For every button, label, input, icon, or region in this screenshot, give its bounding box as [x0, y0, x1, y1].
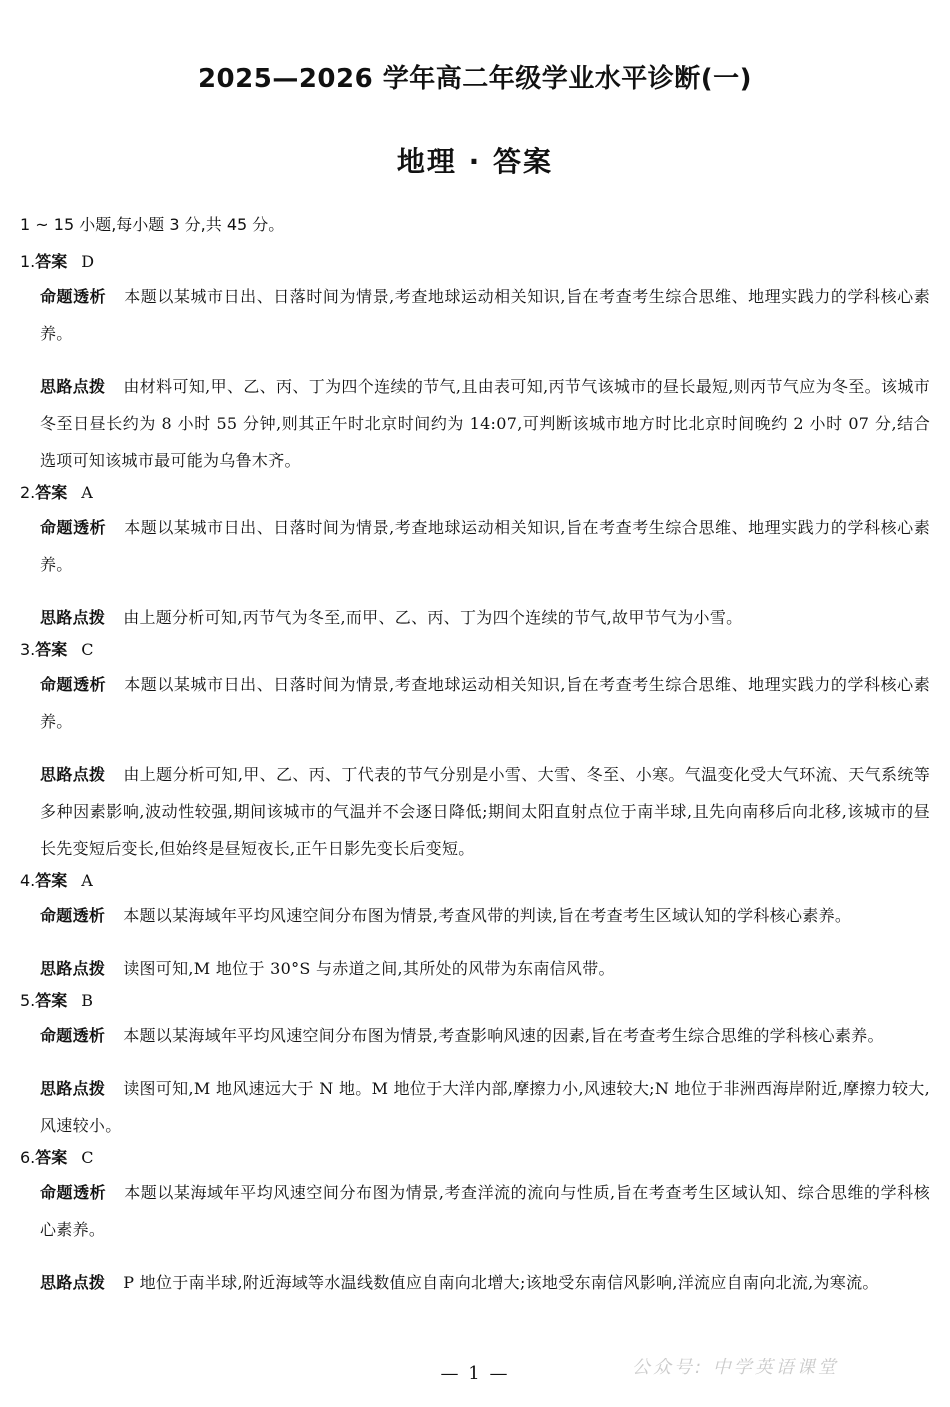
- question-number: 4.: [20, 871, 36, 890]
- answer-letter: D: [81, 252, 95, 271]
- answer-label: 答案: [35, 991, 68, 1010]
- hint-text: P 地位于南半球,附近海域等水温线数值应自南向北增大;该地受东南信风影响,洋流应自南向北流,为寒流。: [123, 1273, 879, 1292]
- question-2-answer: [20, 481, 930, 505]
- answer-letter: B: [81, 991, 94, 1010]
- hint-label: 思路点拨: [40, 1079, 106, 1098]
- question-2-hint: [40, 599, 930, 636]
- question-number: 3.: [20, 640, 36, 659]
- hint-label: 思路点拨: [40, 377, 106, 396]
- hint-text: 读图可知,M 地风速远大于 N 地。M 地位于大洋内部,摩擦力小,风速较大;N 地位于非洲西海岸附近,摩擦力较大,风速较小。: [40, 1079, 930, 1135]
- question-3-answer: [20, 638, 930, 662]
- analysis-text: 本题以某海域年平均风速空间分布图为情景,考查影响风速的因素,旨在考查考生综合思维的学科核心素养。: [123, 1026, 884, 1045]
- question-4-hint: [40, 950, 930, 987]
- answer-label: 答案: [35, 252, 68, 271]
- answer-letter: A: [81, 483, 93, 502]
- page-number: — 1 —: [440, 1363, 510, 1384]
- question-1-analysis: [40, 278, 930, 352]
- answer-letter: C: [81, 640, 94, 659]
- analysis-label: 命题透析: [40, 287, 107, 306]
- question-number: 1.: [20, 252, 36, 271]
- analysis-text: 本题以某海域年平均风速空间分布图为情景,考查洋流的流向与性质,旨在考查考生区域认知、综合思维的学科核心素养。: [40, 1183, 930, 1239]
- question-2-analysis: [40, 509, 930, 583]
- answer-letter: A: [81, 871, 93, 890]
- question-5-analysis: [40, 1017, 930, 1054]
- hint-text: 读图可知,M 地位于 30°S 与赤道之间,其所处的风带为东南信风带。: [123, 959, 615, 978]
- analysis-label: 命题透析: [40, 518, 107, 537]
- question-1-answer: [20, 250, 930, 274]
- answer-label: 答案: [35, 1148, 68, 1167]
- watermark: 公众号: 中学英语课堂: [632, 1357, 839, 1378]
- analysis-label: 命题透析: [40, 1183, 107, 1202]
- question-4-answer: [20, 869, 930, 893]
- question-6-hint: [40, 1264, 930, 1301]
- answer-label: 答案: [35, 483, 68, 502]
- question-number: 6.: [20, 1148, 36, 1167]
- answer-label: 答案: [35, 640, 68, 659]
- page-title: 2025—2026 学年高二年级学业水平诊断(一): [197, 64, 753, 94]
- answer-content: [20, 213, 930, 1301]
- question-6-analysis: [40, 1174, 930, 1248]
- hint-label: 思路点拨: [40, 765, 106, 784]
- question-1-hint: [40, 368, 930, 479]
- page-subtitle: 地理 · 答案: [396, 145, 554, 178]
- hint-text: 由上题分析可知,甲、乙、丙、丁代表的节气分别是小雪、大雪、冬至、小寒。气温变化受大气环流、天气系统等多种因素影响,波动性较强,期间该城市的气温并不会逐日降低;期间太阳直射点位于南半球,且先向南移后向北移,该城市的昼长先变短后变长,但始终是昼短夜长,正午日影先变长后变短。: [40, 765, 930, 858]
- section-intro: 1 ~ 15 小题,每小题 3 分,共 45 分。: [20, 215, 285, 234]
- hint-label: 思路点拨: [40, 959, 106, 978]
- hint-text: 由上题分析可知,丙节气为冬至,而甲、乙、丙、丁为四个连续的节气,故甲节气为小雪。: [123, 608, 743, 627]
- question-3-analysis: [40, 666, 930, 740]
- question-5-hint: [40, 1070, 930, 1144]
- question-4-analysis: [40, 897, 930, 934]
- question-number: 5.: [20, 991, 36, 1010]
- analysis-text: 本题以某城市日出、日落时间为情景,考查地球运动相关知识,旨在考查考生综合思维、地理实践力的学科核心素养。: [40, 287, 930, 343]
- analysis-label: 命题透析: [40, 1026, 106, 1045]
- analysis-text: 本题以某城市日出、日落时间为情景,考查地球运动相关知识,旨在考查考生综合思维、地理实践力的学科核心素养。: [40, 675, 930, 731]
- analysis-label: 命题透析: [40, 906, 106, 925]
- analysis-label: 命题透析: [40, 675, 107, 694]
- answer-letter: C: [81, 1148, 94, 1167]
- answer-label: 答案: [35, 871, 68, 890]
- hint-label: 思路点拨: [40, 608, 106, 627]
- analysis-text: 本题以某城市日出、日落时间为情景,考查地球运动相关知识,旨在考查考生综合思维、地理实践力的学科核心素养。: [40, 518, 930, 574]
- question-number: 2.: [20, 483, 36, 502]
- question-5-answer: [20, 989, 930, 1013]
- hint-label: 思路点拨: [40, 1273, 106, 1292]
- question-6-answer: [20, 1146, 930, 1170]
- hint-text: 由材料可知,甲、乙、丙、丁为四个连续的节气,且由表可知,丙节气该城市的昼长最短,则丙节气应为冬至。该城市冬至日昼长约为 8 小时 55 分钟,则其正午时北京时间约为 14:07,可判断该城市地方时比北京时间晚约 2 小时 07 分,结合选项可知该城市最可能为乌鲁木齐。: [40, 377, 931, 470]
- question-3-hint: [40, 756, 930, 867]
- analysis-text: 本题以某海域年平均风速空间分布图为情景,考查风带的判读,旨在考查考生区域认知的学科核心素养。: [123, 906, 852, 925]
